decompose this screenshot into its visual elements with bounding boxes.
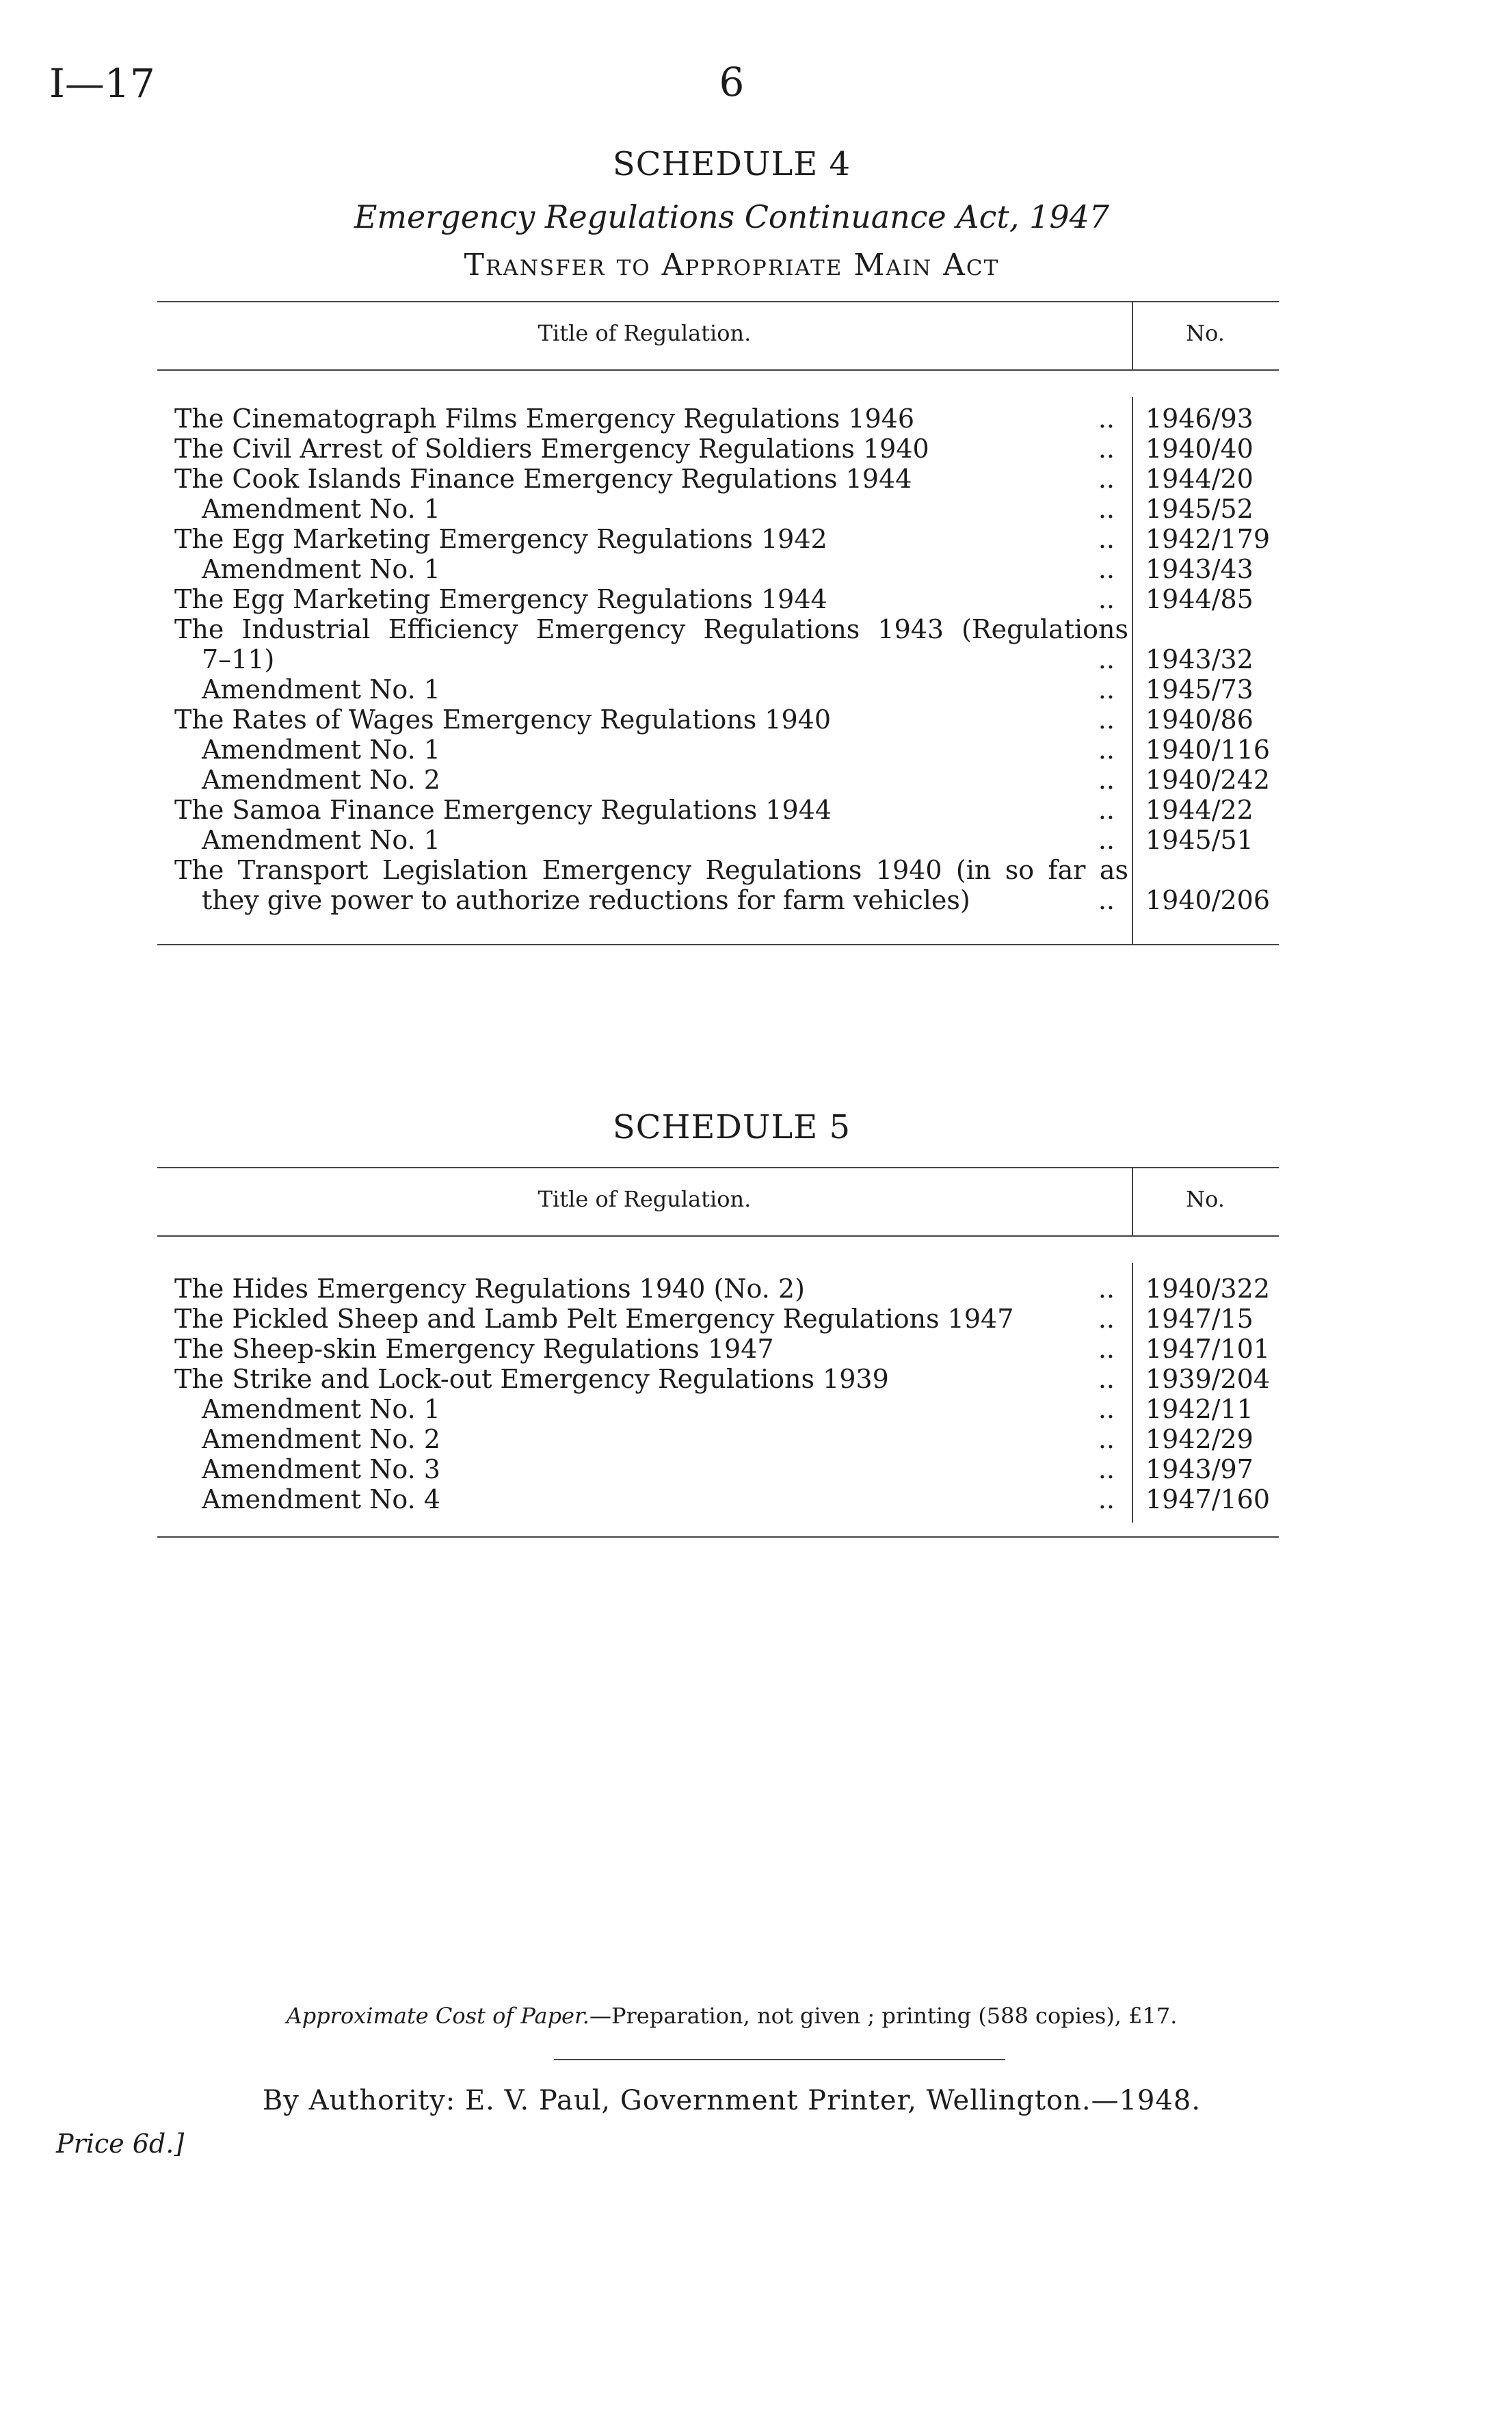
dot-leaders: .. — [1098, 674, 1115, 705]
schedule-5-title: SCHEDULE 5 — [612, 1108, 851, 1146]
dot-leaders: .. — [1098, 1424, 1115, 1454]
table-row — [174, 855, 1279, 885]
regulation-title: 7–11) — [202, 644, 275, 674]
regulation-title: The Cinematograph Films Emergency Regulations 1946 — [174, 404, 915, 434]
regulation-title: Amendment No. 2 — [202, 765, 440, 795]
dot-leaders: .. — [1098, 584, 1115, 614]
page-number: 6 — [719, 59, 745, 105]
dot-leaders: .. — [1098, 1334, 1115, 1364]
table-header-rule — [157, 369, 1279, 371]
table-row — [174, 584, 1279, 614]
regulation-number: 1947/160 — [1145, 1484, 1271, 1514]
table-row — [174, 705, 1279, 735]
regulation-number: 1943/32 — [1145, 644, 1254, 674]
dot-leaders: .. — [1098, 825, 1115, 855]
table-top-rule — [157, 301, 1279, 302]
table-row — [174, 554, 1279, 584]
authority-line: By Authority: E. V. Paul, Government Printer, Wellington.—1948. — [262, 2085, 1202, 2116]
column-header-title: Title of Regulation. — [538, 320, 752, 346]
regulation-number: 1945/51 — [1145, 825, 1254, 855]
regulation-number: 1946/93 — [1145, 404, 1254, 434]
table-row — [174, 644, 1279, 674]
schedule-4-subtitle: Emergency Regulations Continuance Act, 1947 — [354, 198, 1110, 235]
table-row — [174, 464, 1279, 494]
schedule-5-table — [157, 1167, 1279, 1550]
regulation-title: The Civil Arrest of Soldiers Emergency Regulations 1940 — [174, 434, 929, 464]
table-row — [174, 404, 1279, 434]
regulation-number: 1940/206 — [1145, 885, 1271, 915]
table-top-rule — [157, 1167, 1279, 1168]
regulation-number: 1947/15 — [1145, 1304, 1254, 1334]
dot-leaders: .. — [1098, 554, 1115, 584]
dot-leaders: .. — [1098, 705, 1115, 735]
regulation-title: Amendment No. 1 — [202, 494, 440, 524]
dot-leaders: .. — [1098, 434, 1115, 464]
regulation-title: The Rates of Wages Emergency Regulations 1940 — [174, 705, 832, 735]
table-row — [174, 524, 1279, 554]
regulation-title: The Egg Marketing Emergency Regulations 1942 — [174, 524, 827, 554]
table-header-rule — [157, 1235, 1279, 1237]
dot-leaders: .. — [1098, 735, 1115, 765]
table-row — [174, 614, 1279, 644]
dot-leaders: .. — [1098, 1484, 1115, 1514]
regulation-title: Amendment No. 1 — [202, 554, 440, 584]
table-row — [174, 1424, 1279, 1454]
regulation-number: 1945/52 — [1145, 494, 1254, 524]
regulation-number: 1943/43 — [1145, 554, 1254, 584]
regulation-title: Amendment No. 1 — [202, 1394, 440, 1424]
regulation-number: 1940/116 — [1145, 735, 1271, 765]
regulation-title: they give power to authorize reductions for farm vehicles) — [202, 885, 970, 915]
column-header-no: No. — [1186, 1186, 1225, 1212]
regulation-title: The Industrial Efficiency Emergency Regulations 1943 (Regulations — [174, 614, 1128, 644]
cost-note — [0, 2003, 1463, 2029]
regulation-title: Amendment No. 3 — [202, 1454, 440, 1484]
dot-leaders: .. — [1098, 1454, 1115, 1484]
regulation-number: 1940/242 — [1145, 765, 1271, 795]
dot-leaders: .. — [1098, 1364, 1115, 1394]
table-row — [174, 1304, 1279, 1334]
regulation-title: The Hides Emergency Regulations 1940 (No. 2) — [174, 1274, 805, 1304]
regulation-title: The Strike and Lock-out Emergency Regulations 1939 — [174, 1364, 889, 1394]
regulation-number: 1944/22 — [1145, 795, 1254, 825]
table-bottom-rule — [157, 944, 1279, 945]
table-row — [174, 1364, 1279, 1394]
regulation-title: The Sheep-skin Emergency Regulations 1947 — [174, 1334, 774, 1364]
regulation-number: 1939/204 — [1145, 1364, 1271, 1394]
column-header-no: No. — [1186, 320, 1225, 346]
table-row — [174, 825, 1279, 855]
regulation-title: Amendment No. 2 — [202, 1424, 440, 1454]
regulation-number: 1942/179 — [1145, 524, 1271, 554]
dot-leaders: .. — [1098, 464, 1115, 494]
dot-leaders: .. — [1098, 404, 1115, 434]
cost-label: Approximate Cost of Paper. — [286, 2003, 589, 2029]
table-row — [174, 795, 1279, 825]
regulation-number: 1945/73 — [1145, 674, 1254, 705]
regulation-number: 1942/29 — [1145, 1424, 1254, 1454]
price-note: Price 6d.] — [56, 2129, 185, 2159]
dot-leaders: .. — [1098, 765, 1115, 795]
regulation-title: Amendment No. 1 — [202, 825, 440, 855]
table-row — [174, 1274, 1279, 1304]
table-row — [174, 765, 1279, 795]
regulation-title: Amendment No. 4 — [202, 1484, 440, 1514]
schedule-4-table — [157, 301, 1279, 958]
footer-rule — [554, 2059, 1005, 2060]
regulation-title: Amendment No. 1 — [202, 674, 440, 705]
table-row — [174, 1484, 1279, 1514]
dot-leaders: .. — [1098, 494, 1115, 524]
dot-leaders: .. — [1098, 885, 1115, 915]
regulation-number: 1940/40 — [1145, 434, 1254, 464]
page-reference: I—17 — [49, 60, 155, 107]
table-row — [174, 1394, 1279, 1424]
table-row — [174, 434, 1279, 464]
regulation-title: The Samoa Finance Emergency Regulations 1944 — [174, 795, 832, 825]
regulation-number: 1944/85 — [1145, 584, 1254, 614]
schedule-4-subheading: Transfer to Appropriate Main Act — [464, 248, 1000, 282]
table-row — [174, 1454, 1279, 1484]
dot-leaders: .. — [1098, 1274, 1115, 1304]
regulation-title: Amendment No. 1 — [202, 735, 440, 765]
regulation-title: The Cook Islands Finance Emergency Regulations 1944 — [174, 464, 912, 494]
dot-leaders: .. — [1098, 1394, 1115, 1424]
regulation-number: 1943/97 — [1145, 1454, 1254, 1484]
regulation-title: The Pickled Sheep and Lamb Pelt Emergency Regulations 1947 — [174, 1304, 1014, 1334]
regulation-title: The Egg Marketing Emergency Regulations 1944 — [174, 584, 827, 614]
table-row — [174, 885, 1279, 915]
regulation-number: 1942/11 — [1145, 1394, 1254, 1424]
regulation-title: The Transport Legislation Emergency Regulations 1940 (in so far as — [174, 855, 1128, 885]
regulation-number: 1944/20 — [1145, 464, 1254, 494]
cost-text: —Preparation, not given ; printing (588 copies), £17. — [589, 2003, 1178, 2029]
regulation-number: 1947/101 — [1145, 1334, 1271, 1364]
dot-leaders: .. — [1098, 795, 1115, 825]
table-row — [174, 1334, 1279, 1364]
dot-leaders: .. — [1098, 524, 1115, 554]
table-row — [174, 735, 1279, 765]
column-header-title: Title of Regulation. — [538, 1186, 752, 1212]
table-row — [174, 674, 1279, 705]
regulation-number: 1940/322 — [1145, 1274, 1271, 1304]
dot-leaders: .. — [1098, 1304, 1115, 1334]
table-row — [174, 494, 1279, 524]
dot-leaders: .. — [1098, 644, 1115, 674]
regulation-number: 1940/86 — [1145, 705, 1254, 735]
schedule-4-title: SCHEDULE 4 — [612, 145, 851, 183]
table-bottom-rule — [157, 1536, 1279, 1538]
